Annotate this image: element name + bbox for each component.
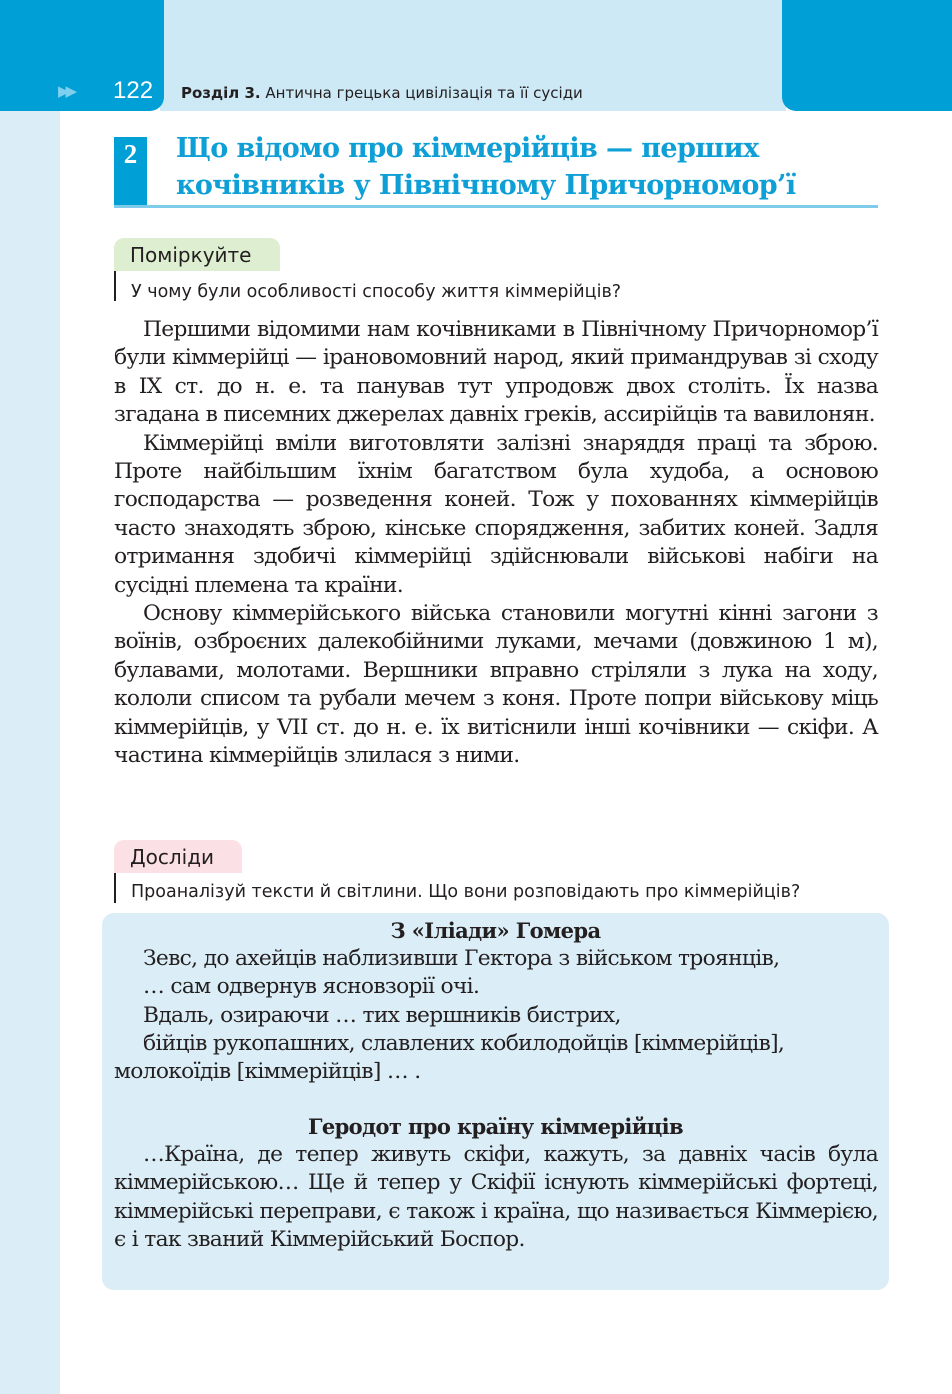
explore-rule bbox=[114, 873, 116, 903]
title-underline bbox=[114, 205, 878, 208]
page-header bbox=[0, 0, 952, 111]
paragraph-3: Основу кіммерійського війська становили могутні кінні загони з воїнів, озброєних далекобійними луками, мечами (довжиною 1 м), булавами, молотами. Вершники вправно стріляли з лука на ходу, кололи списом та рубали мечем з коня. Проте попри військову міць кіммерійців, у VII ст. до н. е. їх витіснили інші кочівники — скіфи. А частина кіммерійців злилася з ними. bbox=[114, 601, 878, 769]
ponder-label: Поміркуйте bbox=[114, 238, 280, 271]
ponder-question: У чому були особливості способу життя кіммерійців? bbox=[131, 282, 622, 302]
herodotus-quote bbox=[114, 1141, 878, 1254]
iliad-line-2: … сам одвернув ясновзорії очі. bbox=[143, 974, 480, 999]
herodotus-title: Геродот про країну кіммерійців bbox=[307, 1114, 684, 1139]
header-tab-right bbox=[782, 0, 952, 111]
section-title bbox=[176, 130, 876, 204]
page-margin-strip bbox=[0, 0, 60, 1394]
paragraph-2: Кіммерійці вміли виготовляти залізні знаряддя праці та зброю. Проте найбільшим їхнім багатством була худоба, а основою господарства — розведення коней. Тож у похованнях кіммерійців часто знаходять зброю, кінське спорядження, забитих коней. Задля отримання здобичі кіммерійці здійснювали військові набіги на сусідні племена та країни. bbox=[114, 430, 878, 598]
explore-label: Досліди bbox=[114, 840, 242, 873]
running-head bbox=[181, 78, 583, 108]
herodotus-text: …Країна, де тепер живуть скіфи, кажуть, за давніх часів була кіммерійською… Ще й тепер у Скіфії існують кіммерійські фортеці, кіммерійські переправи, є також і країна, що називається Кіммерією, є і так званий Кіммерійський Боспор. bbox=[114, 1142, 878, 1252]
section-title-line-1: Що відомо про кіммерійців — перших bbox=[176, 133, 759, 164]
iliad-line-1: Зевс, до ахейців наблизивши Гектора з військом троянців, bbox=[143, 946, 780, 971]
section-number: 2 bbox=[114, 137, 147, 207]
page-number: 122 bbox=[113, 77, 154, 104]
iliad-title: З «Іліади» Гомера bbox=[390, 918, 601, 943]
section-title-line-2: кочівників у Північному Причорномор’ї bbox=[176, 170, 796, 201]
iliad-line-3: Вдаль, озираючи … тих вершників бистрих, bbox=[143, 1003, 621, 1028]
main-text bbox=[114, 316, 878, 771]
iliad-line-5: молокоїдів [кіммерійців] … . bbox=[114, 1059, 421, 1084]
double-arrow-icon: ▶▶ bbox=[58, 82, 74, 100]
paragraph-1: Першими відомими нам кочівниками в Північному Причорномор’ї були кіммерійці — ірановомовний народ, який примандрував зі сходу в IX ст. до н. е. та панував тут упродовж двох століть. Їх назва згадана в писемних джерелах давніх греків, ассирійців та вавилонян. bbox=[114, 317, 878, 428]
iliad-line-4: бійців рукопашних, славлених кобилодойців [кіммерійців], bbox=[143, 1031, 785, 1056]
chapter-title: Античнa грецька цивілізація та її сусіди bbox=[265, 84, 583, 102]
ponder-rule bbox=[114, 271, 116, 301]
explore-task: Проаналізуй тексти й світлини. Що вони розповідають про кіммерійців? bbox=[131, 882, 801, 902]
chapter-label: Розділ 3. bbox=[181, 84, 261, 102]
